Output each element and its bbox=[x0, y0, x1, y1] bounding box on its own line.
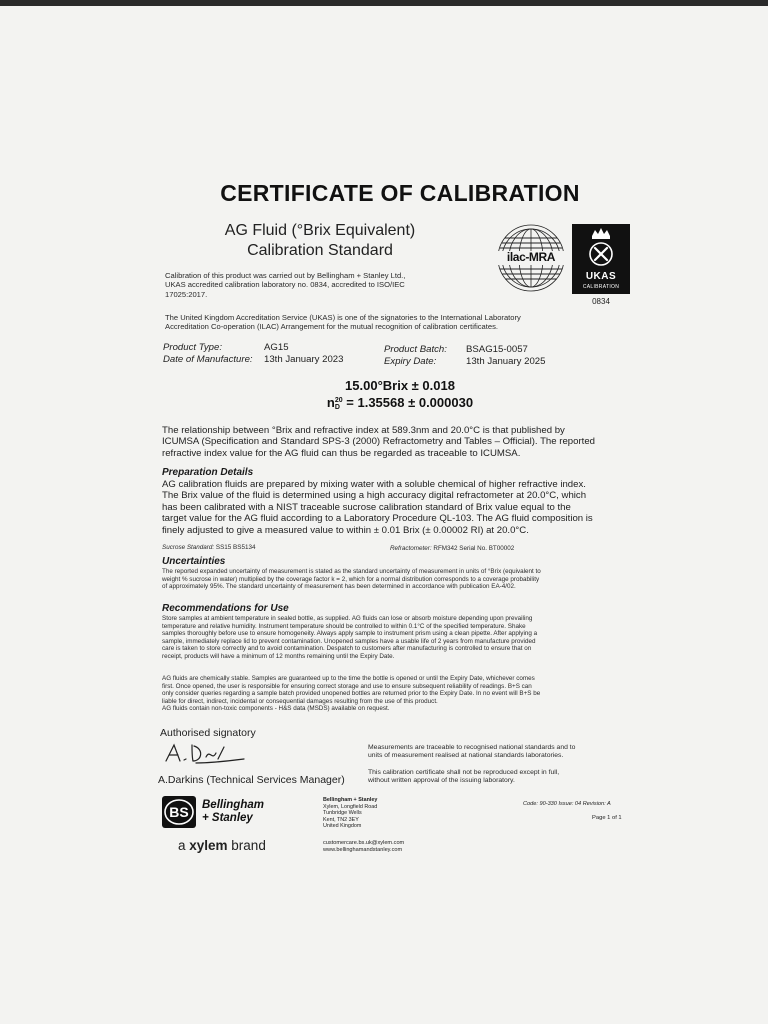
ilac-logo-text: ilac-MRA bbox=[506, 250, 556, 264]
stability-line: liable for direct, indirect, incidental or consequential damages resulting from the use of this product. bbox=[162, 697, 438, 705]
preparation-line: target value for the AG fluid according to a Laboratory Procedure QL-103. The AG fluid composition is bbox=[162, 513, 593, 525]
company-name-line-1: Bellingham bbox=[202, 799, 264, 811]
address-line: United Kingdom bbox=[323, 823, 362, 830]
product-type-value: AG15 bbox=[264, 342, 289, 353]
address-line: Bellingham + Stanley bbox=[323, 797, 378, 803]
recommendations-line: Store samples at ambient temperature in sealed bottle, as supplied. AG fluids can lose or absorb moisture depending upon prevailing bbox=[162, 615, 533, 622]
uncertainties-heading: Uncertainties bbox=[162, 556, 226, 567]
intro-paragraph bbox=[165, 271, 485, 299]
ukas-statement bbox=[165, 313, 625, 332]
ukas-lab-number: 0834 bbox=[592, 297, 610, 306]
signature bbox=[162, 739, 252, 769]
company-name-line-2: + Stanley bbox=[202, 812, 253, 824]
preparation-line: finely adjusted to give a measured value to within ± 0.01 Brix (± 0.00002 RI) at 20.0°C. bbox=[162, 524, 529, 536]
uncertainties-line: of approximately 95%. The standard uncertainty of measurement has been determined in accordance with publication EA-4/02. bbox=[162, 583, 516, 591]
recommendations-line: receipt, products will have a minimum of 12 months remaining until the Expiry Date. bbox=[162, 652, 395, 660]
preparation-paragraph bbox=[162, 479, 637, 536]
recommendations-heading: Recommendations for Use bbox=[162, 603, 289, 614]
ukas-statement-line: The United Kingdom Accreditation Service (UKAS) is one of the signatories to the International Laboratory bbox=[165, 313, 521, 322]
recommendations-line: care is taken to store correctly and to avoid contamination. Despatch to customers after manufacturing is controlled to ensure that on bbox=[162, 645, 532, 653]
index-symbol: n bbox=[326, 395, 335, 410]
company-name-logo bbox=[202, 799, 264, 825]
certificate-subtitle bbox=[180, 221, 460, 261]
preparation-line: The Brix value of the fluid is determined using a high accuracy digital refractometer at 20.0°C, which bbox=[162, 490, 587, 502]
ukas-logo-subtext: CALIBRATION bbox=[582, 284, 620, 290]
document-code: Code: 90-330 Issue: 04 Revision: A bbox=[523, 801, 611, 807]
company-email: customercare.bs.uk@xylem.com bbox=[323, 840, 405, 846]
index-number: = 1.35568 ± 0.000030 bbox=[342, 395, 474, 410]
stability-paragraph bbox=[162, 675, 637, 713]
address-line: Kent, TN2 3EY bbox=[323, 816, 359, 823]
signature-icon bbox=[162, 739, 252, 769]
sucrose-standard bbox=[162, 544, 255, 552]
recommendations-line: sample, immediately replace lid to prevent contamination. Unopened samples have a usable life of 2 years from manufacture provided bbox=[162, 637, 536, 645]
certificate-title: CERTIFICATE OF CALIBRATION bbox=[220, 180, 580, 206]
uncertainties-paragraph bbox=[162, 568, 637, 591]
preparation-line: has been calibrated with a NIST traceable sucrose calibration standard of Brix value equal to the bbox=[162, 501, 571, 513]
product-type-label: Product Type: bbox=[163, 342, 223, 353]
ukas-logo-text: UKAS bbox=[585, 271, 617, 282]
xylem-brand-mark bbox=[178, 838, 266, 853]
traceability-statement bbox=[368, 744, 628, 761]
brand-suffix: brand bbox=[227, 838, 266, 853]
traceability-line: Measurements are traceable to recognised national standards and to bbox=[368, 744, 576, 751]
company-website: www.bellinghamandstanley.com bbox=[323, 847, 403, 853]
brand-name: xylem bbox=[189, 838, 228, 853]
expiry-date-value: 13th January 2025 bbox=[466, 356, 546, 367]
stability-line: only consider queries regarding a sample batch provided unopened bottles are returned prior to the Expiry Date. In no event will B+S be bbox=[162, 690, 541, 698]
index-subscript: D bbox=[334, 403, 340, 411]
authorised-signatory-label: Authorised signatory bbox=[160, 727, 256, 739]
refractometer-info bbox=[390, 545, 514, 553]
ukas-logo bbox=[572, 224, 630, 294]
company-address bbox=[323, 797, 377, 830]
manufacture-date-value: 13th January 2023 bbox=[264, 354, 344, 365]
relationship-line: The relationship between °Brix and refractive index at 589.3nm and 20.0°C is that published by bbox=[162, 425, 565, 436]
recommendations-line: temperature and relative humidity. Instrument temperature should be controlled to within 0.1°C of the specified temperature. Shake bbox=[162, 622, 526, 630]
expiry-date-label: Expiry Date: bbox=[384, 356, 437, 367]
preparation-heading: Preparation Details bbox=[162, 467, 254, 478]
recommendations-paragraph bbox=[162, 615, 637, 661]
relationship-line: refractive index value for the AG fluid can thus be regarded as traceable to ICUMSA. bbox=[162, 447, 521, 459]
preparation-line: AG calibration fluids are prepared by mixing water with a soluble chemical of higher refractive index. bbox=[162, 479, 586, 490]
bs-logo-text: BS bbox=[169, 804, 189, 820]
manufacture-date-label: Date of Manufacture: bbox=[163, 354, 253, 365]
product-batch-label: Product Batch: bbox=[384, 344, 447, 355]
uncertainties-line: The reported expanded uncertainty of measurement is stated as the standard uncertainty of measurement in units of °Brix (equivalent to bbox=[162, 568, 541, 575]
stability-line: AG fluids are chemically stable. Samples are guaranteed up to the time the bottle is opened or until the Expiry Date, whichever comes bbox=[162, 675, 535, 682]
traceability-line: units of measurement realised at national standards laboratories. bbox=[368, 752, 564, 760]
bs-emblem-icon bbox=[162, 796, 196, 828]
reproduction-statement bbox=[368, 769, 628, 786]
reproduction-line: This calibration certificate shall not be reproduced except in full, bbox=[368, 769, 560, 776]
subtitle-line-1: AG Fluid (°Brix Equivalent) bbox=[224, 222, 416, 239]
refractometer-value: RFM342 Serial No. BT00002 bbox=[433, 545, 515, 552]
brand-prefix: a bbox=[178, 838, 190, 853]
sucrose-label: Sucrose Standard: bbox=[162, 544, 215, 551]
stability-line: AG fluids contain non-toxic components - H&S data (MSDS) available on request. bbox=[162, 705, 390, 713]
refractive-index-value bbox=[250, 395, 550, 411]
address-line: Tunbridge Wells bbox=[323, 810, 362, 817]
sucrose-value: SS15 BS5134 bbox=[215, 544, 256, 551]
brix-value: 15.00°Brix ± 0.018 bbox=[345, 378, 455, 393]
ilac-mra-logo bbox=[493, 222, 569, 294]
intro-line: 17025:2017. bbox=[165, 289, 208, 299]
reproduction-line: without written approval of the issuing laboratory. bbox=[368, 777, 515, 785]
relationship-paragraph bbox=[162, 425, 637, 459]
uncertainties-line: weight % sucrose in water) multiplied by the coverage factor k = 2, which for a normal distribution corresponds to a coverage probability bbox=[162, 575, 540, 583]
ukas-statement-line: Accreditation Co-operation (ILAC) Arrangement for the mutual recognition of calibration certificates. bbox=[165, 322, 499, 332]
intro-line: UKAS accredited calibration laboratory no. 0834, accredited to ISO/IEC bbox=[165, 280, 405, 290]
refractometer-label: Refractometer: bbox=[390, 545, 432, 552]
recommendations-line: samples thoroughly before use to ensure homogeneity. Always apply sample to instrument prism using a clean pipette. After applying a bbox=[162, 630, 538, 638]
product-batch-value: BSAG15-0057 bbox=[466, 344, 528, 355]
index-scripts bbox=[335, 397, 343, 411]
signatory-name: A.Darkins (Technical Services Manager) bbox=[158, 774, 345, 786]
index-superscript: 20 bbox=[334, 396, 343, 404]
address-line: Xylem, Longfield Road bbox=[323, 803, 378, 810]
intro-line: Calibration of this product was carried out by Bellingham + Stanley Ltd., bbox=[165, 271, 406, 280]
stability-line: first. Once opened, the user is responsible for ensuring correct storage and use to ensure subsequent reliability of readings. B+S can bbox=[162, 682, 532, 690]
company-contact bbox=[323, 840, 404, 854]
crown-crest-icon bbox=[587, 227, 615, 269]
relationship-line: ICUMSA (Specification and Standard SPS-3 (2000) Refractometry and Tables – Official). The reported bbox=[162, 436, 596, 448]
subtitle-line-2: Calibration Standard bbox=[247, 242, 393, 259]
bellingham-stanley-logo-icon bbox=[162, 796, 196, 828]
page-number: Page 1 of 1 bbox=[592, 815, 622, 821]
